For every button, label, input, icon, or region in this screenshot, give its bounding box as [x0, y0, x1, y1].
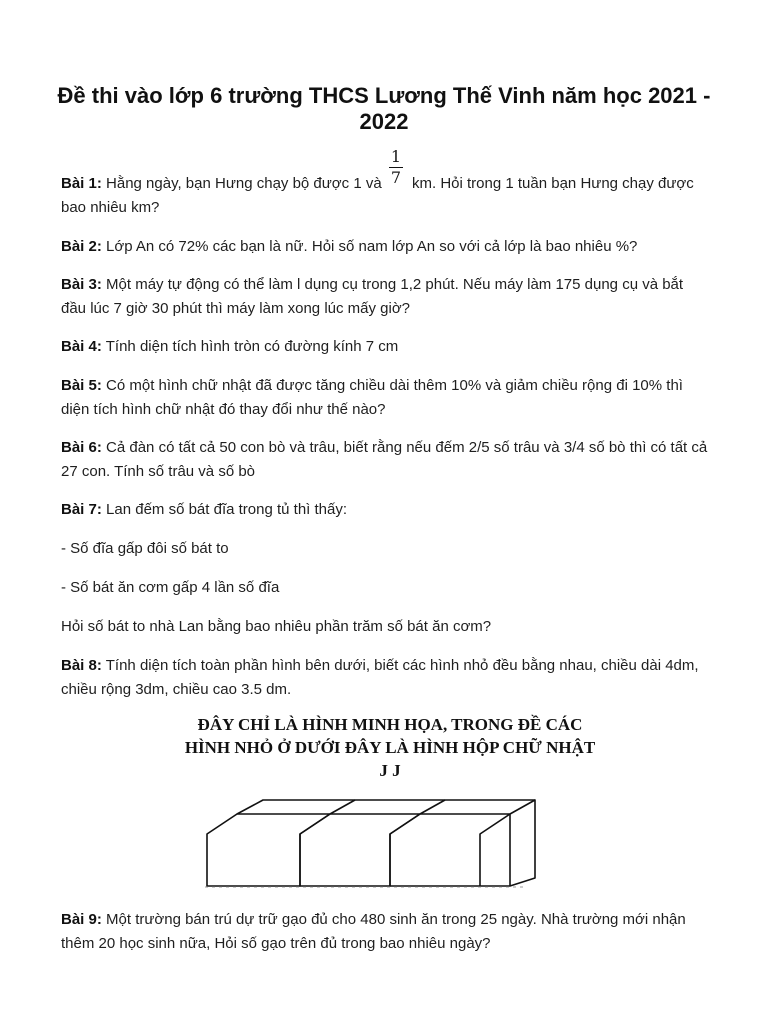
problem-label: Bài 5:	[61, 377, 102, 394]
problem-text: Lan đếm số bát đĩa trong tủ thì thấy:	[101, 501, 348, 518]
box-outline-3	[390, 814, 510, 886]
problem-9	[61, 908, 711, 956]
problem-label: Bài 3:	[61, 276, 102, 293]
problem-text: Hằng ngày, bạn Hưng chạy bộ được 1 và	[101, 175, 386, 192]
box-outline-4	[480, 800, 535, 886]
problem-label: Bài 9:	[61, 911, 102, 928]
fraction-numerator: 1	[390, 147, 402, 166]
problem-5	[61, 374, 711, 422]
problem-label: Bài 1:	[61, 175, 102, 192]
problem-8	[61, 654, 711, 702]
problem-label: Bài 4:	[61, 338, 102, 355]
problem-text: Tính diện tích toàn phần hình bên dưới, biết các hình nhỏ đều bằng nhau, chiều dài 4dm, chiều rộng 3dm, chiều cao 3.5 dm.	[61, 657, 699, 698]
box-outline-1	[207, 814, 330, 886]
problem-7-line-2: - Số bát ăn cơm gấp 4 lần số đĩa	[61, 579, 280, 596]
problem-1	[61, 172, 711, 220]
problem-text: Cả đàn có tất cả 50 con bò và trâu, biết rằng nếu đếm 2/5 số trâu và 3/4 số bò thì có tất cả 27 con. Tính số trâu và số bò	[61, 439, 708, 480]
problem-text: Lớp An có 72% các bạn là nữ. Hỏi số nam lớp An so với cả lớp là bao nhiêu %?	[101, 238, 638, 255]
problem-label: Bài 8:	[61, 657, 102, 674]
problem-text: Có một hình chữ nhật đã được tăng chiều dài thêm 10% và giảm chiều rộng đi 10% thì diện tích hình chữ nhật đó thay đổi như thế nào?	[61, 377, 683, 418]
problem-text: Một trường bán trú dự trữ gạo đủ cho 480 sinh ăn trong 25 ngày. Nhà trường mới nhận thêm 20 học sinh nữa, Hỏi số gạo trên đủ trong bao nhiêu ngày?	[61, 911, 686, 952]
figure-caption: ĐÂY CHỈ LÀ HÌNH MINH HỌA, TRONG ĐỀ CÁC HÌNH NHỎ Ở DƯỚI ĐÂY LÀ HÌNH HỘP CHỮ NHẬT J J	[184, 715, 596, 780]
fraction-one-seventh	[387, 148, 405, 187]
problem-3	[61, 273, 711, 321]
fraction-denominator: 7	[390, 168, 402, 188]
problem-label: Bài 7:	[61, 501, 102, 518]
problem-7-question: Hỏi số bát to nhà Lan bằng bao nhiêu phần trăm số bát ăn cơm?	[61, 618, 492, 635]
problem-4	[61, 335, 711, 359]
box-top-edge	[237, 800, 535, 814]
box-top-divider-2	[420, 800, 445, 814]
problem-7-line-1: - Số đĩa gấp đôi số bát to	[61, 540, 229, 557]
problem-text: km. Hỏi trong 1 tuần bạn Hưng chạy được bao nhiêu km?	[61, 175, 694, 216]
problem-label: Bài 2:	[61, 238, 102, 255]
document-title: Đề thi vào lớp 6 trường THCS Lương Thế Vinh năm học 2021 - 2022	[57, 83, 711, 134]
problem-6	[61, 436, 711, 484]
box-top-divider-1	[330, 800, 355, 814]
problem-text: Một máy tự động có thể làm l dụng cụ trong 1,2 phút. Nếu máy làm 175 dụng cụ và bắt đầu lúc 7 giờ 30 phút thì máy làm xong lúc mấy giờ?	[61, 276, 684, 317]
problem-text: Tính diện tích hình tròn có đường kính 7 cm	[101, 338, 399, 355]
boxes-illustration	[195, 780, 545, 888]
problem-label: Bài 6:	[61, 439, 102, 456]
box-outline-2	[300, 814, 420, 886]
problem-2	[61, 235, 711, 259]
problem-7	[61, 498, 711, 522]
